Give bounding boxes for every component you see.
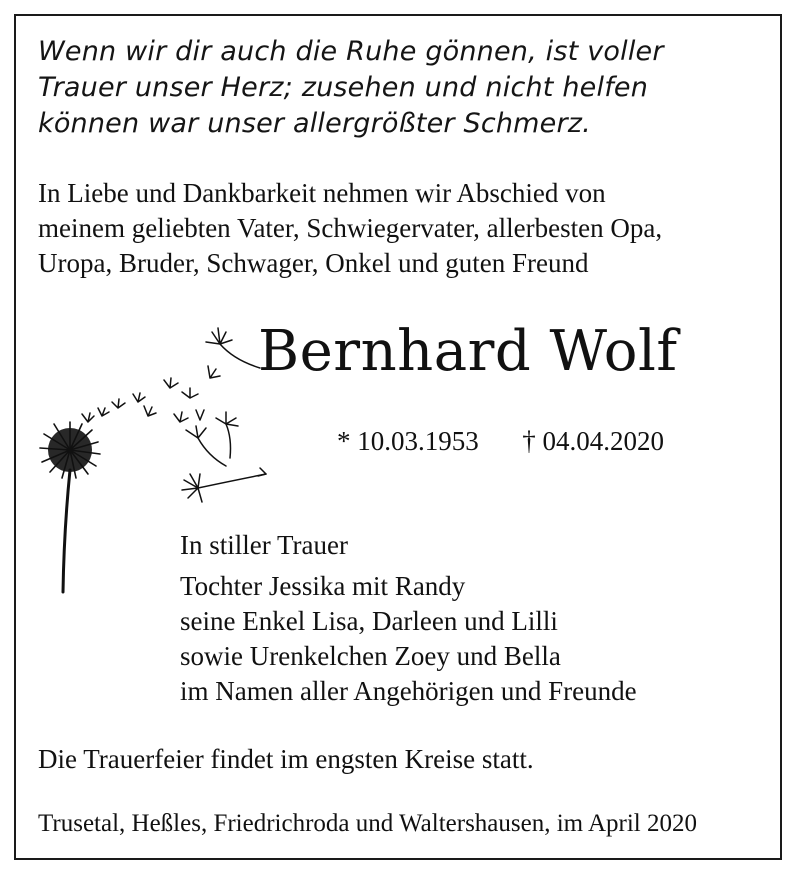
place-and-date: Trusetal, Heßles, Friedrichroda und Waltershausen, im April 2020	[38, 810, 697, 837]
intro-line: In Liebe und Dankbarkeit nehmen wir Abschied von	[38, 178, 606, 208]
mourner-line: sowie Urenkelchen Zoey und Bella	[180, 641, 561, 671]
poem-line: Trauer unser Herz; zusehen und nicht helfen	[38, 72, 649, 103]
intro-line: Uropa, Bruder, Schwager, Onkel und guten Freund	[38, 248, 589, 278]
poem	[38, 34, 768, 142]
mourners-block	[180, 528, 637, 709]
mourner-line: im Namen aller Angehörigen und Freunde	[180, 676, 637, 706]
intro-text	[38, 176, 768, 281]
poem-line: können war unser allergrößter Schmerz.	[38, 108, 591, 139]
death-date: † 04.04.2020	[522, 426, 664, 456]
poem-line: Wenn wir dir auch die Ruhe gönnen, ist voller	[38, 36, 664, 67]
mourner-line: seine Enkel Lisa, Darleen und Lilli	[180, 606, 558, 636]
mourner-line: Tochter Jessika mit Randy	[180, 571, 466, 601]
life-dates	[337, 424, 664, 458]
birth-date: * 10.03.1953	[337, 426, 479, 456]
intro-line: meinem geliebten Vater, Schwiegervater, allerbesten Opa,	[38, 213, 663, 243]
mourners-heading: In stiller Trauer	[180, 530, 348, 560]
deceased-name: Bernhard Wolf	[258, 319, 678, 384]
ceremony-notice: Die Trauerfeier findet im engsten Kreise statt.	[38, 744, 534, 774]
